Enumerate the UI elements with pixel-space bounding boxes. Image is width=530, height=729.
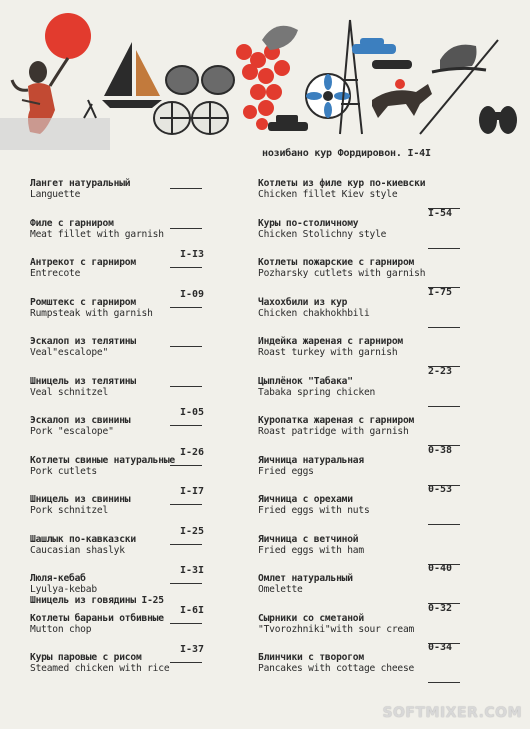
menu-item [30, 565, 258, 613]
dish-price: 0-34 [428, 642, 453, 653]
dish-name-en: Lyulya-kebab [30, 584, 97, 595]
dish-name-ru: Омлет натуральный [258, 573, 353, 584]
dish-price: I-54 [428, 207, 453, 219]
menu-item [30, 446, 258, 495]
menu-subtitle: нозибано кур Фордировон. I-4I [262, 148, 431, 159]
dish-price: I-26 [180, 446, 205, 458]
eiffel-tower-icon [340, 20, 362, 134]
dish-price: 0-32 [428, 602, 453, 614]
dish-name-ru: Сырники со сметаной [258, 612, 364, 624]
dish-price: I-75 [428, 286, 453, 298]
dish-price: 0-38 [428, 444, 453, 456]
dish-name-ru: Шашлык по-кавказски [30, 533, 136, 545]
price-line [428, 327, 460, 328]
woman-figure-icon [0, 58, 110, 150]
grapes-icon [236, 26, 298, 130]
menu-item [30, 249, 258, 297]
dish-name-en: Pork cutlets [30, 465, 97, 477]
price-line [428, 406, 460, 407]
menu-column-left [30, 178, 258, 692]
dish-name-ru: Куры по-столичному [258, 217, 359, 229]
dish-name-en: Fried eggs with nuts [258, 505, 370, 516]
price-line [428, 248, 460, 249]
price-line [170, 267, 202, 268]
dish-name-en: Chicken chakhokhbili [258, 307, 370, 319]
menu-item [30, 525, 258, 574]
dish-name-en: Omelette [258, 584, 303, 595]
dish-extra-note: Шницель из говядины I-25 [30, 595, 164, 606]
price-line [170, 346, 202, 347]
dish-name-ru: Ромштекс с гарниром [30, 296, 136, 308]
price-line [170, 386, 202, 387]
dish-name-ru: Блинчики с творогом [258, 652, 364, 663]
dish-name-en: Rumpsteak with garnish [30, 307, 153, 319]
dish-name-en: Languette [30, 189, 81, 200]
price-line [170, 228, 202, 229]
dish-name-en: Chicken fillet Kiev style [258, 189, 398, 200]
dish-price: I-09 [180, 288, 205, 300]
red-sun-icon [45, 13, 91, 59]
menu-item [30, 336, 258, 376]
dish-name-ru: Чахохбили из кур [258, 296, 348, 308]
menu-body [0, 160, 530, 720]
dish-price: I-05 [180, 407, 205, 418]
illustration-banner [0, 0, 530, 150]
dish-name-ru: Котлеты свиные натуральные [30, 454, 175, 466]
menu-item [258, 444, 520, 495]
dish-name-ru: Куры паровые с рисом [30, 652, 142, 663]
dish-name-ru: Яичница натуральная [258, 454, 364, 466]
cars-icon [352, 38, 412, 69]
menu-item [258, 178, 520, 218]
menu-item [258, 415, 520, 455]
dish-name-en: Chicken Stolichny style [258, 228, 387, 240]
price-line [170, 425, 202, 426]
menu-item [30, 407, 258, 455]
dish-name-en: Roast patridge with garnish [258, 426, 409, 437]
dish-name-ru: Шницель из свинины [30, 494, 131, 505]
menu-item [30, 218, 258, 258]
dish-name-en: Veal"escalope" [30, 347, 109, 358]
dish-name-ru: Цыплёнок "Табака" [258, 375, 353, 387]
dish-price: I-6I [180, 604, 205, 616]
menu-item [258, 365, 520, 416]
price-line [170, 188, 202, 189]
dish-name-en: Meat fillet with garnish [30, 228, 164, 240]
dish-name-ru: Антрекот с гарниром [30, 257, 136, 268]
price-line [428, 682, 460, 683]
dish-price: I-I7 [180, 486, 205, 497]
menu-item [30, 376, 258, 416]
dish-name-en: Steamed chicken with rice [30, 663, 170, 674]
dish-price: I-37 [180, 644, 205, 655]
dish-price: I-25 [180, 525, 205, 537]
menu-item [258, 534, 520, 574]
menu-item [258, 602, 520, 653]
dish-name-ru: Яичница с ветчиной [258, 533, 359, 545]
menu-item [30, 604, 258, 653]
menu-item [30, 644, 258, 692]
dish-name-ru: Лангет натуральный [30, 178, 131, 189]
menu-item [258, 207, 520, 258]
dish-name-ru: Котлеты пожарские с гарниром [258, 257, 415, 268]
dish-price: 0-40 [428, 563, 453, 574]
menu-item [258, 563, 520, 613]
menu-item [258, 286, 520, 337]
dish-name-ru: Индейка жареная с гарниром [258, 336, 403, 347]
price-line [170, 662, 202, 663]
price-line [170, 583, 202, 584]
dish-name-ru: Куропатка жареная с гарниром [258, 415, 415, 426]
menu-item [30, 288, 258, 337]
menu-item [30, 178, 258, 218]
watermark: SOFTMIXER.COM [382, 705, 522, 721]
dish-name-ru: Котлеты бараньи отбивные [30, 612, 164, 624]
menu-item [258, 336, 520, 376]
dish-price: 2-23 [428, 365, 453, 377]
dish-price: I-3I [180, 565, 205, 576]
menu-item [30, 486, 258, 534]
dish-name-en: Pork "escalope" [30, 426, 114, 437]
dish-name-ru: Шницель из телятины [30, 375, 136, 387]
dish-name-en: Pozharsky cutlets with garnish [258, 268, 426, 279]
dish-price: 0-53 [428, 484, 453, 495]
dish-name-en: Mutton chop [30, 623, 92, 635]
dish-name-ru: Филе с гарниром [30, 217, 114, 229]
dish-name-ru: Люля-кебаб [30, 573, 86, 584]
binoculars-icon [479, 106, 517, 134]
sailboat-icon [84, 42, 162, 118]
dish-name-en: Fried eggs [258, 465, 314, 477]
racehorse-icon [372, 79, 432, 118]
price-line [170, 544, 202, 545]
price-line [170, 623, 202, 624]
dish-name-ru: Эскалоп из телятины [30, 336, 136, 347]
price-line [170, 465, 202, 466]
wine-barrels-icon [154, 66, 234, 134]
dish-name-en: Caucasian shaslyk [30, 544, 125, 556]
dish-name-en: Entrecote [30, 268, 81, 279]
dish-name-en: Pork schnitzel [30, 505, 109, 516]
hat-icon [432, 45, 486, 72]
menu-item [258, 484, 520, 534]
price-line [170, 307, 202, 308]
dish-name-en: "Tvorozhniki"with sour cream [258, 623, 415, 635]
menu-item [258, 257, 520, 297]
menu-column-right [258, 178, 520, 692]
car-icon [268, 115, 308, 131]
dish-name-ru: Яичница с орехами [258, 494, 353, 505]
dish-price: I-I3 [180, 249, 205, 260]
price-line [170, 504, 202, 505]
dish-name-ru: Эскалоп из свинины [30, 415, 131, 426]
dish-name-en: Fried eggs with ham [258, 544, 364, 556]
dish-name-en: Roast turkey with garnish [258, 347, 398, 358]
dish-name-ru: Котлеты из филе кур по-киевски [258, 178, 426, 189]
price-line [428, 524, 460, 525]
dish-name-en: Tabaka spring chicken [258, 386, 376, 398]
dish-name-en: Pancakes with cottage cheese [258, 663, 415, 674]
menu-item [258, 642, 520, 692]
dish-name-en: Veal schnitzel [30, 386, 109, 398]
